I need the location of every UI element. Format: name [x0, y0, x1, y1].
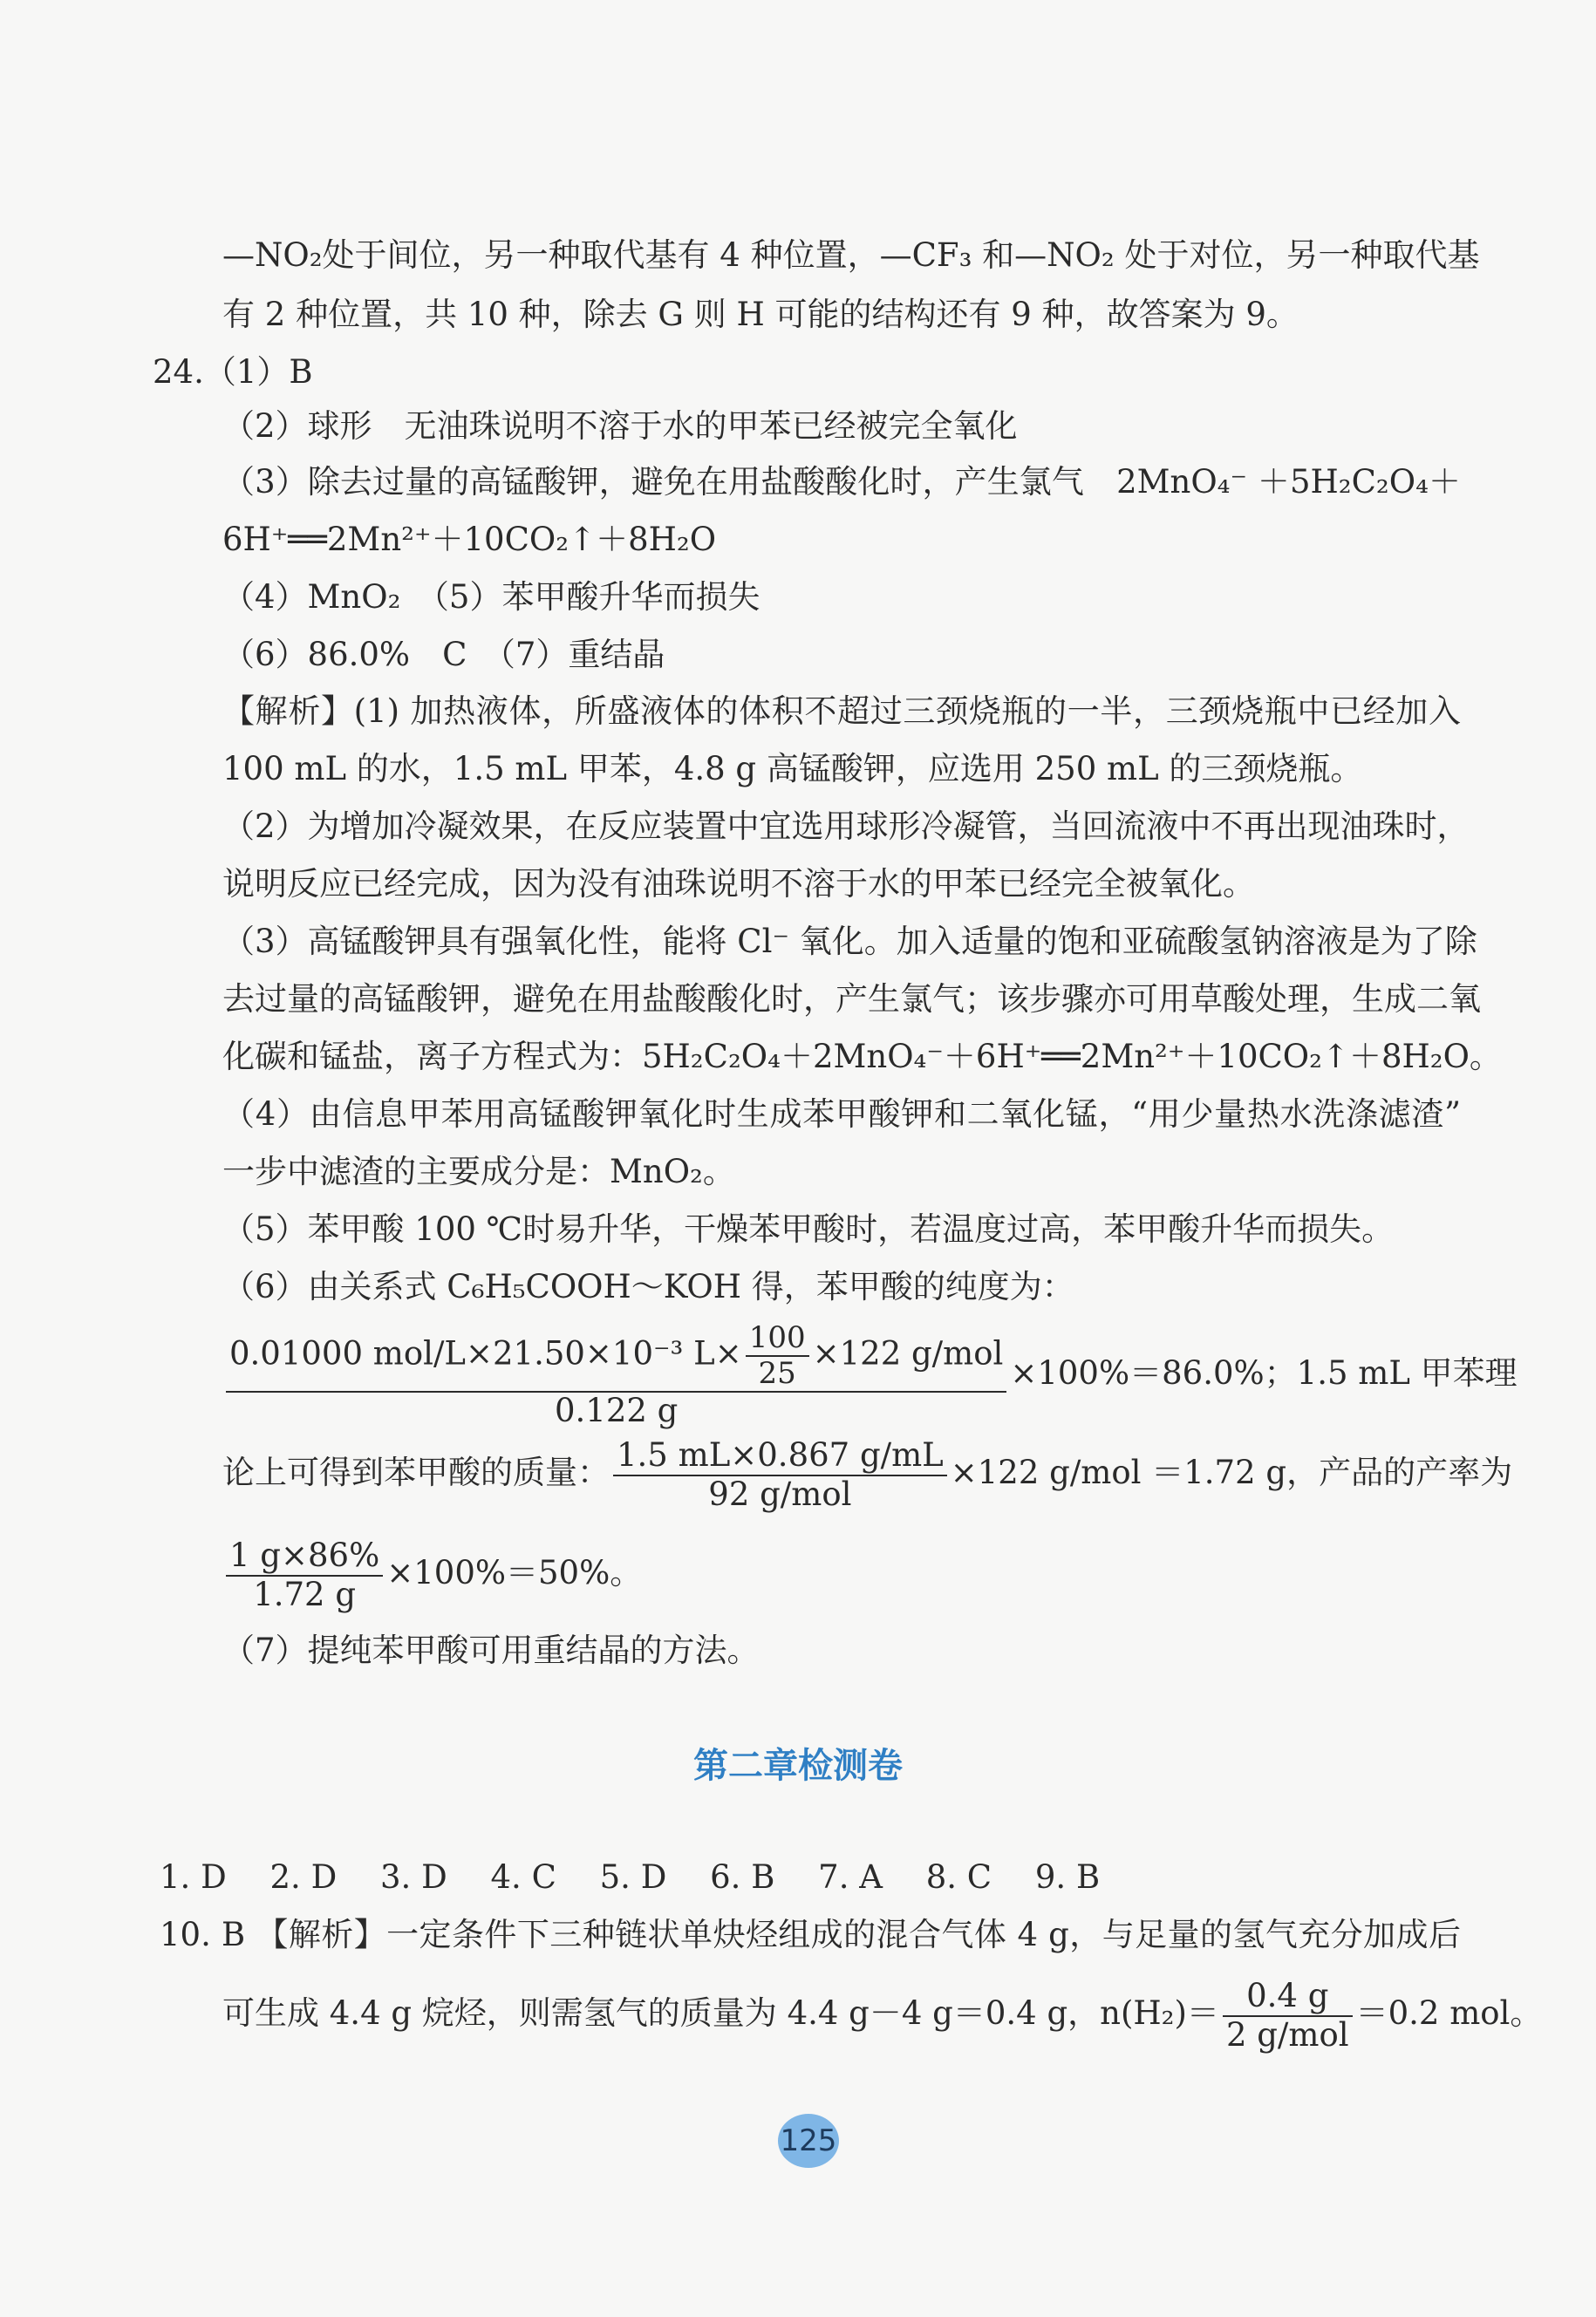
denominator: 25: [758, 1356, 796, 1392]
formula-tail: ×100%＝50%。: [386, 1554, 643, 1592]
answer-item: 9. B: [1034, 1858, 1101, 1896]
explanation-4a: （4）由信息甲苯用高锰酸钾氧化时生成苯甲酸钾和二氧化锰，“用少量热水洗涤滤渣”: [222, 1095, 1461, 1133]
explanation-1a: 【解析】(1) 加热液体，所盛液体的体积不超过三颈烧瓶的一半，三颈烧瓶中已经加入: [222, 692, 1461, 730]
numerator: 1.5 mL×0.867 g/mL: [613, 1437, 947, 1476]
fraction: [613, 1437, 947, 1513]
formula-tail: ＝0.2 mol。: [1355, 1994, 1543, 2033]
explanation-3a: （3）高锰酸钾具有强氧化性，能将 Cl⁻ 氧化。加入适量的饱和亚硫酸氢钠溶液是为了除: [222, 923, 1477, 960]
answer-4-5: （4）MnO₂ （5）苯甲酸升华而损失: [222, 578, 760, 616]
formula-theoretical-mass: [222, 1436, 1513, 1513]
explanation-2a: （2）为增加冷凝效果，在反应装置中宜选用球形冷凝管，当回流液中不再出现油珠时，: [222, 808, 1470, 845]
answer-item: 7. A: [818, 1858, 883, 1896]
answer-item: 5. D: [599, 1858, 667, 1896]
fraction-small: [746, 1321, 809, 1391]
answer-item: 6. B: [710, 1858, 775, 1896]
answer-item: 8. C: [925, 1858, 992, 1896]
answer-6-7: （6）86.0% C （7）重结晶: [222, 636, 665, 673]
numerator: 100: [746, 1321, 809, 1357]
explanation-3c: 化碳和锰盐，离子方程式为：5H₂C₂O₄＋2MnO₄⁻＋6H⁺══2Mn²⁺＋10CO₂↑＋8H₂O。: [222, 1038, 1502, 1075]
fraction: [226, 1321, 1006, 1430]
explanation-2b: 说明反应已经完成，因为没有油珠说明不溶于水的甲苯已经完全被氧化。: [222, 865, 1255, 903]
explanation-6: （6）由关系式 C₆H₅COOH～KOH 得，苯甲酸的纯度为：: [222, 1268, 1074, 1305]
answer-2: （2）球形 无油珠说明不溶于水的甲苯已经被完全氧化: [222, 407, 1018, 445]
formula-yield: [222, 1537, 1461, 1613]
explanation-5: （5）苯甲酸 100 ℃时易升华，干燥苯甲酸时，若温度过高，苯甲酸升华而损失。: [222, 1210, 1395, 1248]
numerator: 0.4 g: [1223, 1978, 1353, 2017]
question-10: 10. B 【解析】一定条件下三种链状单炔烃组成的混合气体 4 g，与足量的氢气充分加成后: [160, 1916, 1461, 1953]
answer-item: 2. D: [269, 1858, 338, 1896]
fraction: [226, 1537, 383, 1613]
explanation-7: （7）提纯苯甲酸可用重结晶的方法。: [222, 1632, 760, 1669]
numerator: 1 g×86%: [226, 1537, 383, 1577]
formula-text: ×122 g/mol: [812, 1334, 1004, 1373]
answer-item: 3. D: [380, 1858, 447, 1896]
question-10-calc: [222, 1977, 1543, 2054]
formula-prefix: 可生成 4.4 g 烷烃，则需氢气的质量为 4.4 g－4 g＝0.4 g，n(H₂)＝: [222, 1994, 1219, 2033]
answer-item: 1. D: [160, 1858, 227, 1896]
denominator: 92 g/mol: [708, 1475, 852, 1513]
formula-text: 0.01000 mol/L×21.50×10⁻³ L×: [229, 1334, 742, 1373]
text-line: —NO₂处于间位，另一种取代基有 4 种位置，—CF₃ 和—NO₂ 处于对位，另一种取代基: [222, 236, 1480, 274]
page-number: 125: [778, 2114, 839, 2168]
denominator: 0.122 g: [554, 1392, 679, 1430]
section-title: 第二章检测卷: [693, 1746, 903, 1786]
fraction: [1223, 1978, 1353, 2054]
formula-prefix: 论上可得到苯甲酸的质量：: [222, 1454, 610, 1492]
answer-3: （3）除去过量的高锰酸钾，避免在用盐酸酸化时，产生氯气 2MnO₄⁻ ＋5H₂C₂O₄＋: [222, 463, 1461, 501]
text-line: 有 2 种位置，共 10 种，除去 G 则 H 可能的结构还有 9 种，故答案为 9。: [222, 296, 1299, 333]
formula-tail: ×100%＝86.0%；1.5 mL 甲苯理: [1010, 1353, 1518, 1392]
explanation-3b: 去过量的高锰酸钾，避免在用盐酸酸化时，产生氯气；该步骤亦可用草酸处理，生成二氧: [222, 980, 1481, 1018]
explanation-4b: 一步中滤渣的主要成分是：MnO₂。: [222, 1153, 735, 1190]
answer-item: 4. C: [490, 1858, 556, 1896]
formula-purity: [222, 1320, 1518, 1430]
answer-row: [160, 1850, 1133, 1905]
question-24: 24.（1）B: [153, 353, 313, 391]
explanation-1b: 100 mL 的水，1.5 mL 甲苯，4.8 g 高锰酸钾，应选用 250 mL 的三颈烧瓶。: [222, 750, 1363, 787]
answer-3-equation: 6H⁺══2Mn²⁺＋10CO₂↑＋8H₂O: [222, 521, 717, 558]
denominator: 1.72 g: [253, 1575, 357, 1613]
formula-tail: ×122 g/mol ＝1.72 g，产品的产率为: [950, 1454, 1513, 1492]
denominator: 2 g/mol: [1225, 2015, 1349, 2054]
